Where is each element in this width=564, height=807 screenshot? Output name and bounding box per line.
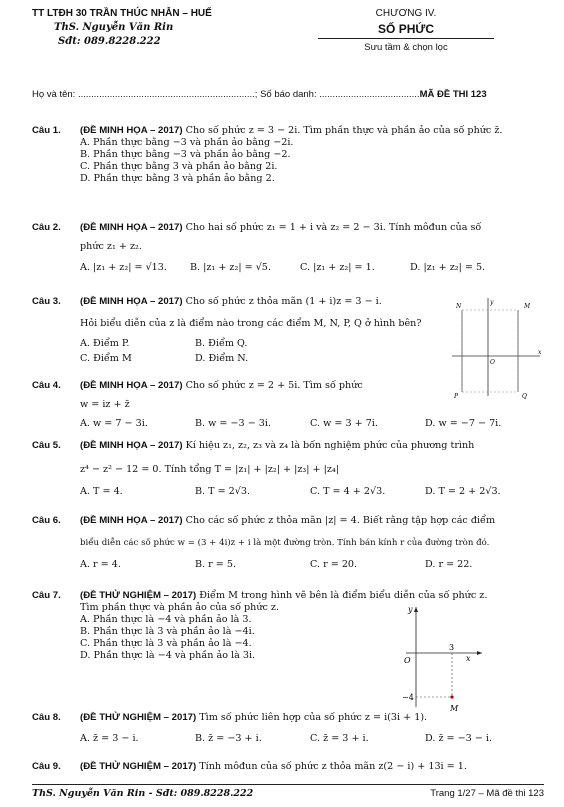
- option-b[interactable]: B. T = 2√3.: [195, 486, 251, 497]
- option-d[interactable]: D. z̄ = −3 − i.: [425, 733, 493, 744]
- question-source: (ĐỀ MINH HỌA – 2017): [80, 380, 183, 391]
- option-d[interactable]: D. r = 22.: [425, 559, 473, 570]
- question-label: Câu 1.: [32, 125, 61, 136]
- option-a[interactable]: A. T = 4.: [80, 486, 123, 497]
- label-m: M: [524, 303, 531, 310]
- label-x: x: [538, 349, 542, 356]
- option-a[interactable]: A. Điểm P.: [80, 338, 130, 349]
- y-arrow-icon: [414, 607, 418, 612]
- point-m: [450, 695, 453, 698]
- page-footer: [32, 784, 544, 799]
- option-d[interactable]: D. Phần thực bằng 3 và phần ảo bằng 2.: [80, 173, 275, 184]
- label-n: N: [456, 303, 462, 310]
- question-label: Câu 4.: [32, 380, 61, 391]
- student-info-line: [32, 89, 542, 100]
- chapter-label: CHƯƠNG IV.: [375, 8, 437, 19]
- question-text-2: phức z₁ + z₂.: [80, 241, 142, 252]
- option-a[interactable]: A. Phần thực là −4 và phần ảo là 3.: [80, 614, 252, 625]
- question-label: Câu 6.: [32, 515, 61, 526]
- label-x: x: [466, 654, 471, 663]
- question-text: Cho hai số phức z₁ = 1 + i và z₂ = 2 − 3i. Tính môđun của số: [185, 222, 482, 233]
- option-d[interactable]: D. Điểm N.: [195, 353, 249, 364]
- question-source: (ĐỀ THỬ NGHIỆM – 2017): [80, 590, 197, 601]
- footer-page-number: Trang 1/27 – Mã đề thi 123: [430, 788, 544, 799]
- question-text: Cho các số phức z thỏa mãn |z| = 4. Biết rằng tập hợp các điểm: [185, 515, 496, 526]
- question-label: Câu 7.: [32, 590, 61, 601]
- question-text: Cho số phức z thỏa mãn (1 + i)z = 3 − i.: [185, 296, 382, 307]
- option-d[interactable]: D. |z₁ + z₂| = 5.: [410, 262, 486, 273]
- option-c[interactable]: C. |z₁ + z₂| = 1.: [300, 262, 375, 273]
- option-b[interactable]: B. z̄ = −3 + i.: [195, 733, 262, 744]
- option-b[interactable]: B. w = −3 − 3i.: [195, 418, 272, 429]
- option-b[interactable]: B. Điểm Q.: [195, 338, 248, 349]
- question-source: (ĐỀ THỬ NGHIỆM – 2017): [80, 712, 197, 723]
- tick-y: −4: [402, 693, 414, 702]
- teacher-name: ThS. Nguyễn Văn Rin: [54, 22, 174, 33]
- option-a[interactable]: A. w = 7 − 3i.: [80, 418, 148, 429]
- option-c[interactable]: C. z̄ = 3 + i.: [310, 733, 369, 744]
- question-9: [32, 761, 544, 773]
- option-b[interactable]: B. Phần thực bằng −3 và phần ảo bằng −2.: [80, 149, 291, 160]
- option-c[interactable]: C. T = 4 + 2√3.: [310, 486, 386, 497]
- question-source: (ĐỀ THỬ NGHIỆM – 2017): [80, 761, 197, 772]
- label-q: Q: [522, 393, 527, 400]
- name-field[interactable]: ...................................................................: [77, 89, 255, 100]
- id-field[interactable]: ......................................: [319, 89, 420, 100]
- option-a[interactable]: A. r = 4.: [80, 559, 121, 570]
- option-c[interactable]: C. Phần thực là 3 và phần ảo là −4.: [80, 638, 252, 649]
- option-a[interactable]: A. |z₁ + z₂| = √13.: [80, 262, 167, 273]
- label-o: O: [404, 656, 411, 665]
- label-m: M: [450, 704, 459, 713]
- question-text: Tính môđun của số phức z thỏa mãn z(2 − i) + 13i = 1.: [199, 761, 467, 772]
- question-source: (ĐỀ MINH HỌA – 2017): [80, 515, 183, 526]
- label-y: y: [490, 299, 494, 306]
- option-b[interactable]: B. Phần thực là 3 và phần ảo là −4i.: [80, 626, 255, 637]
- question-5: [32, 440, 544, 498]
- option-c[interactable]: C. w = 3 + 7i.: [310, 418, 378, 429]
- option-c[interactable]: C. r = 20.: [310, 559, 358, 570]
- collected-note: Sưu tầm & chọn lọc: [364, 42, 448, 53]
- exam-code: MÃ ĐỀ THI 123: [419, 89, 487, 100]
- question-1: [32, 125, 544, 185]
- label-p: P: [454, 393, 459, 400]
- teacher-phone: Sđt: 089.8228.222: [58, 36, 161, 47]
- question-6: [32, 515, 544, 571]
- question-text-2: z⁴ − z² − 12 = 0. Tính tổng T = |z₁| + |z₂| + |z₃| + |z₄|: [80, 464, 340, 475]
- topic-title: SỐ PHỨC: [318, 22, 494, 39]
- header-right: [318, 8, 494, 53]
- question-text-2: Tìm phần thực và phần ảo của số phức z.: [80, 602, 280, 613]
- label-y: y: [408, 605, 413, 614]
- question-label: Câu 9.: [32, 761, 61, 772]
- id-label: ; Số báo danh:: [254, 89, 317, 100]
- question-text: Tìm số phức liên hợp của số phức z = i(3i + 1).: [199, 712, 428, 723]
- option-c[interactable]: C. Điểm M: [80, 353, 132, 364]
- question-8: [32, 712, 544, 745]
- question-text: Điểm M trong hình vẽ bên là điểm biểu diễn của số phức z.: [199, 590, 488, 601]
- question-source: (ĐỀ MINH HỌA – 2017): [80, 222, 183, 233]
- question-text-2: Hỏi biểu diễn của z là điểm nào trong các điểm M, N, P, Q ở hình bên?: [80, 318, 422, 329]
- question-text-2: w = iz + z̄: [80, 399, 130, 410]
- question-label: Câu 2.: [32, 222, 61, 233]
- question-2: [32, 222, 544, 274]
- header-left: [32, 8, 272, 47]
- option-b[interactable]: B. |z₁ + z₂| = √5.: [190, 262, 271, 273]
- figure-q7-plane: [396, 603, 488, 713]
- question-label: Câu 3.: [32, 296, 61, 307]
- option-d[interactable]: D. T = 2 + 2√3.: [425, 486, 501, 497]
- footer-author: ThS. Nguyễn Văn Rin - Sđt: 089.8228.222: [32, 788, 254, 799]
- tick-x: 3: [449, 643, 455, 652]
- question-text: Cho số phức z = 2 + 5i. Tìm số phức: [185, 380, 363, 391]
- label-o: O: [490, 359, 495, 366]
- option-b[interactable]: B. r = 5.: [195, 559, 237, 570]
- question-source: (ĐỀ MINH HỌA – 2017): [80, 440, 183, 451]
- question-source: (ĐỀ MINH HỌA – 2017): [80, 296, 183, 307]
- school-name: TT LTĐH 30 TRẦN THÚC NHẪN – HUẾ: [32, 8, 212, 19]
- name-label: Họ và tên:: [32, 89, 76, 100]
- question-text: Kí hiệu z₁, z₂, z₃ và z₄ là bốn nghiệm phức của phương trình: [185, 440, 475, 451]
- question-4: [32, 380, 544, 430]
- question-label: Câu 5.: [32, 440, 61, 451]
- option-d[interactable]: D. w = −7 − 7i.: [425, 418, 502, 429]
- option-c[interactable]: C. Phần thực bằng 3 và phần ảo bằng 2i.: [80, 161, 278, 172]
- question-label: Câu 8.: [32, 712, 61, 723]
- question-text: Cho số phức z = 3 − 2i. Tìm phần thực và phần ảo của số phức z̄.: [185, 125, 503, 136]
- x-arrow-icon: [477, 651, 482, 655]
- question-source: (ĐỀ MINH HỌA – 2017): [80, 125, 183, 136]
- question-text-2: biểu diễn các số phức w = (3 + 4i)z + i là một đường tròn. Tính bán kính r của đường tròn đó.: [80, 538, 490, 548]
- option-d[interactable]: D. Phần thực là −4 và phần ảo là 3i.: [80, 650, 256, 661]
- option-a[interactable]: A. Phần thực bằng −3 và phần ảo bằng −2i.: [80, 137, 294, 148]
- option-a[interactable]: A. z̄ = 3 − i.: [80, 733, 139, 744]
